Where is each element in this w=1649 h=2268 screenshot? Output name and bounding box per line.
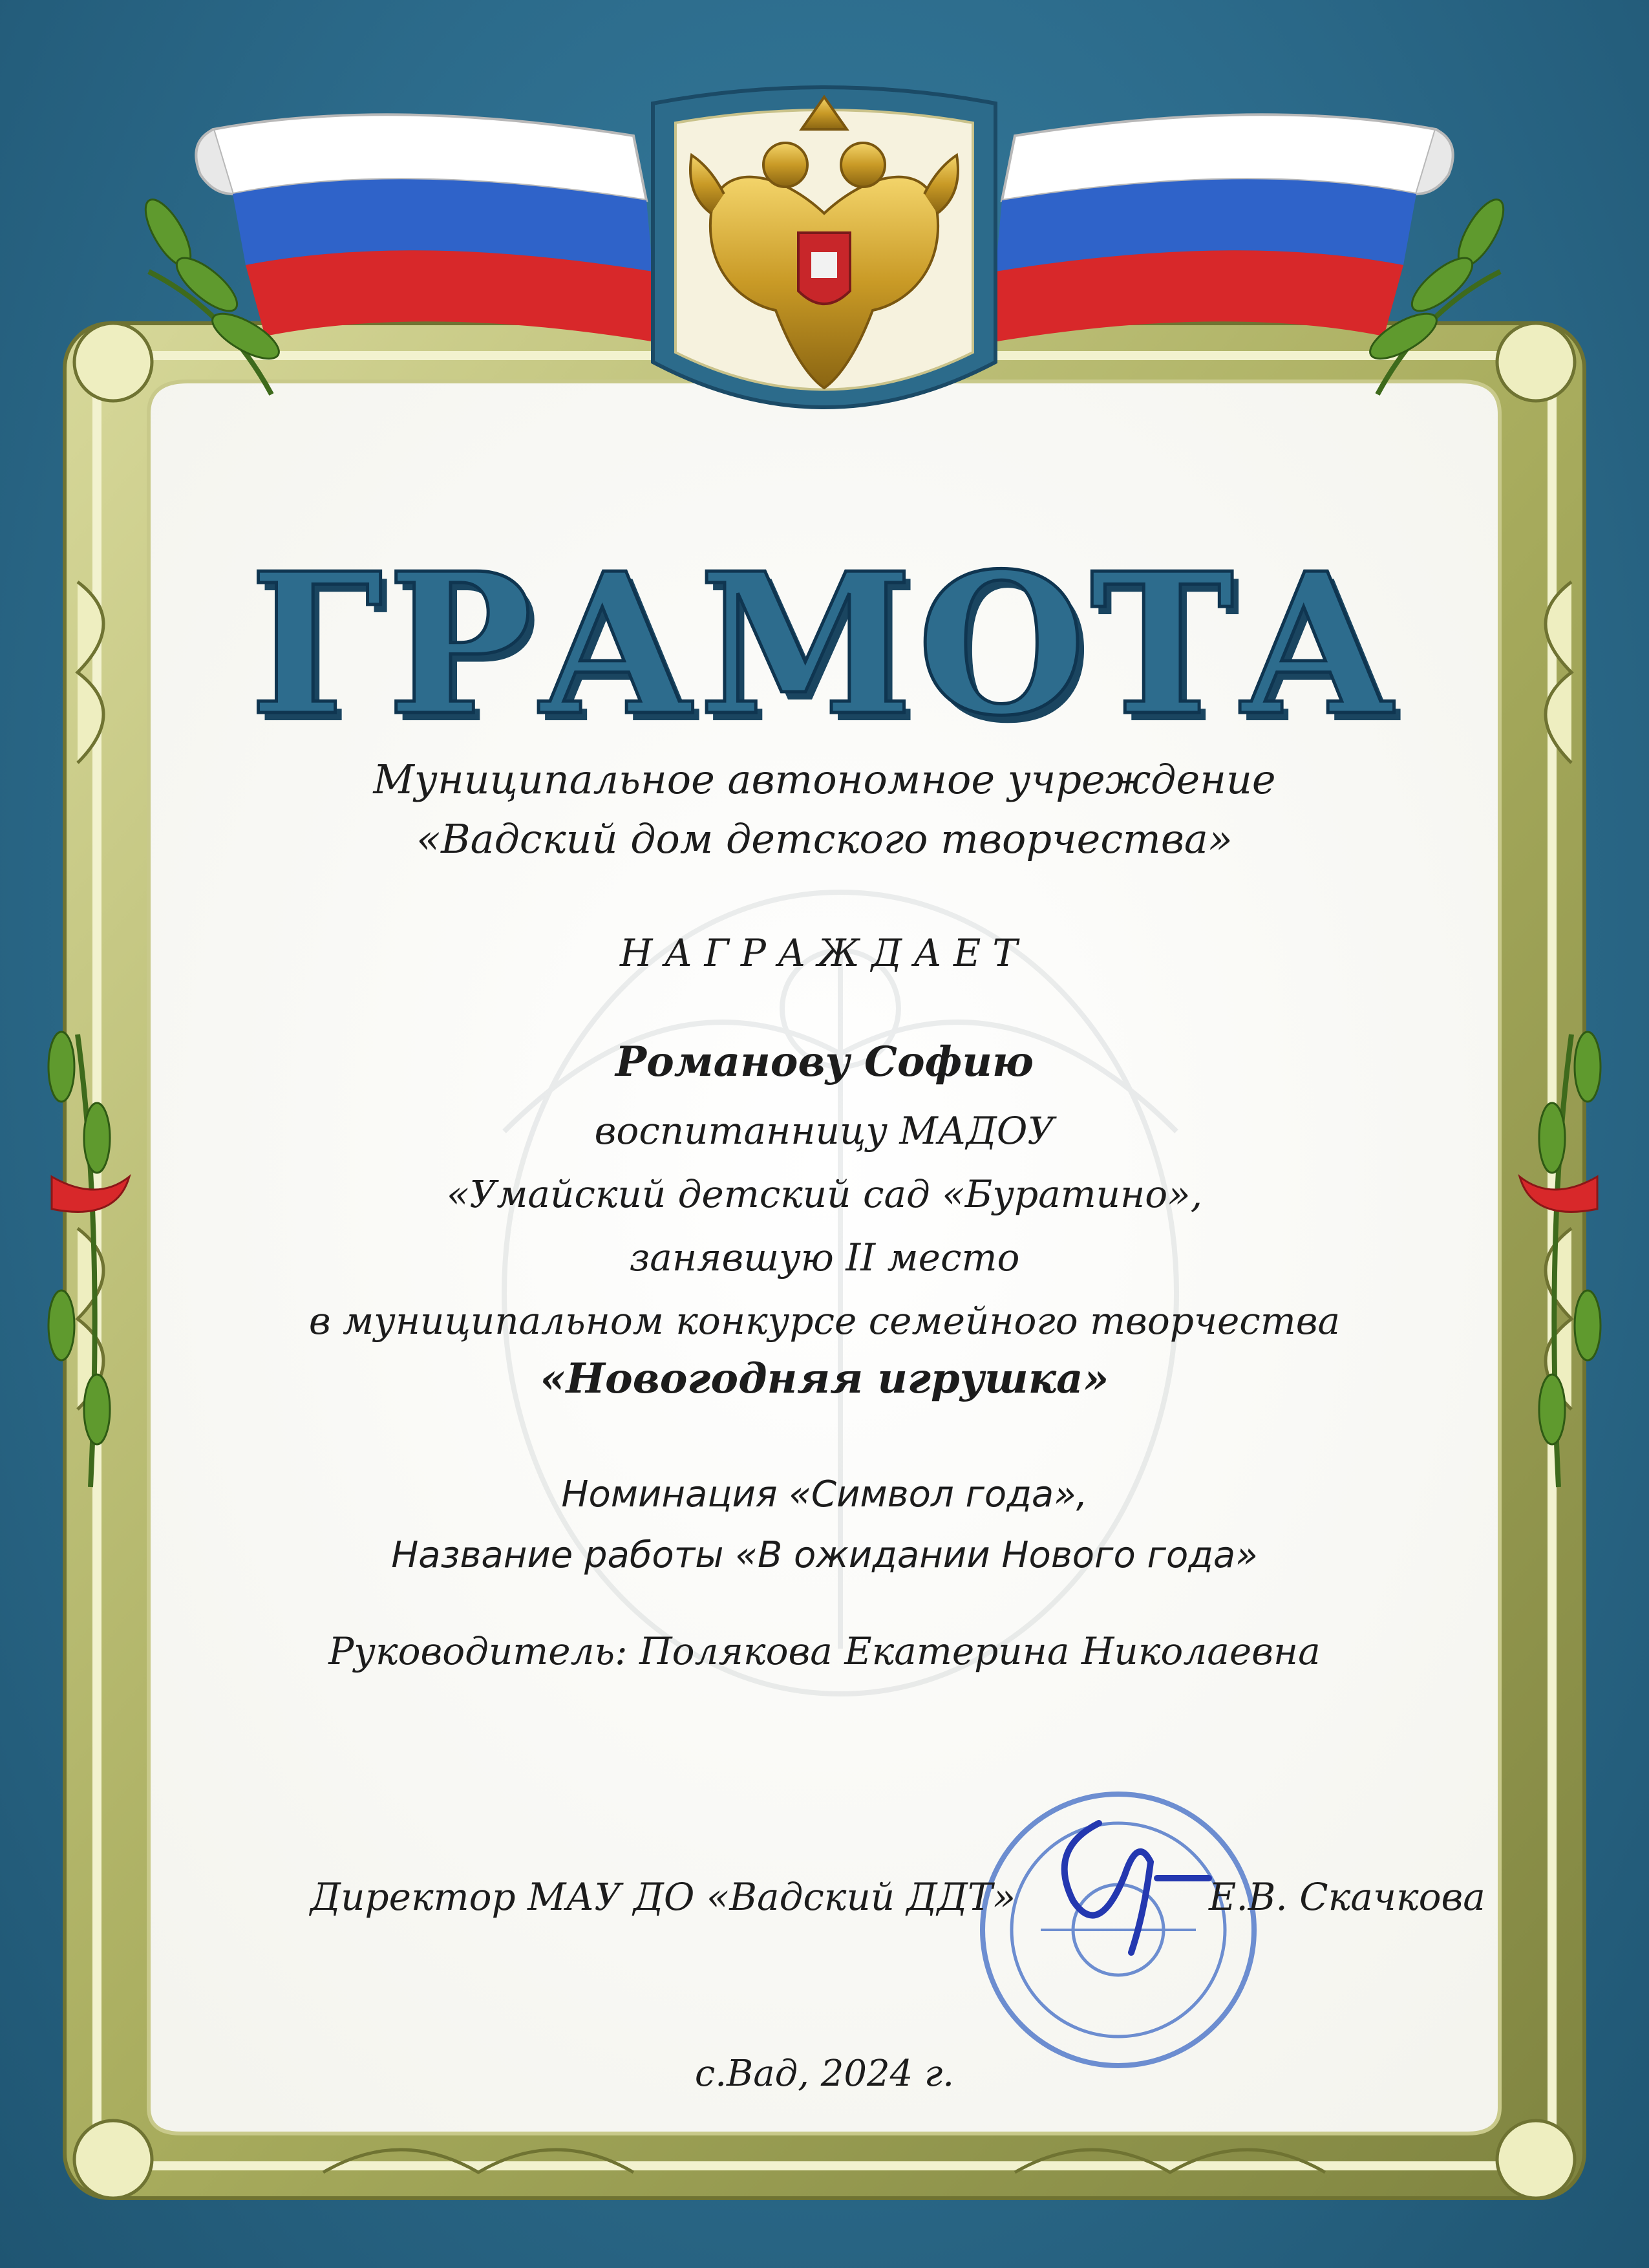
- place-date: с.Вад, 2024 г.: [694, 2053, 955, 2095]
- russian-flag-left: [196, 114, 659, 343]
- russian-flag-right: [989, 114, 1453, 343]
- issuer-line-2: «Вадский дом детского творчества»: [416, 815, 1233, 862]
- director-name: Е.В. Скачкова: [1209, 1875, 1485, 1919]
- issuer-line-1: Муниципальное автономное учреждение: [373, 756, 1276, 803]
- certificate-title: ГРАМОТА: [249, 530, 1400, 758]
- contest-description: в муниципальном конкурсе семейного творчества: [308, 1299, 1341, 1343]
- recipient-name: Романову Софию: [615, 1038, 1034, 1086]
- coat-of-arms-emblem: [653, 87, 995, 407]
- nomination: Номинация «Символ года»,: [561, 1473, 1088, 1515]
- contest-name: «Новогодняя игрушка»: [540, 1354, 1109, 1403]
- issuer-block: [0, 750, 1649, 869]
- award-details: [0, 1099, 1649, 1353]
- work-title: Название работы «В ожидании Нового года»: [391, 1534, 1258, 1576]
- place-taken: занявшую II место: [629, 1236, 1020, 1279]
- recipient-role: воспитанницу МАДОУ: [594, 1109, 1055, 1153]
- supervisor: Руководитель: Полякова Екатерина Николаевна: [328, 1629, 1321, 1673]
- kindergarten-name: «Умайский детский сад «Буратино»,: [446, 1172, 1203, 1216]
- nomination-block: [0, 1464, 1649, 1586]
- award-word: НАГРАЖДАЕТ: [619, 931, 1030, 975]
- director-title: Директор МАУ ДО «Вадский ДДТ»: [310, 1875, 1016, 1919]
